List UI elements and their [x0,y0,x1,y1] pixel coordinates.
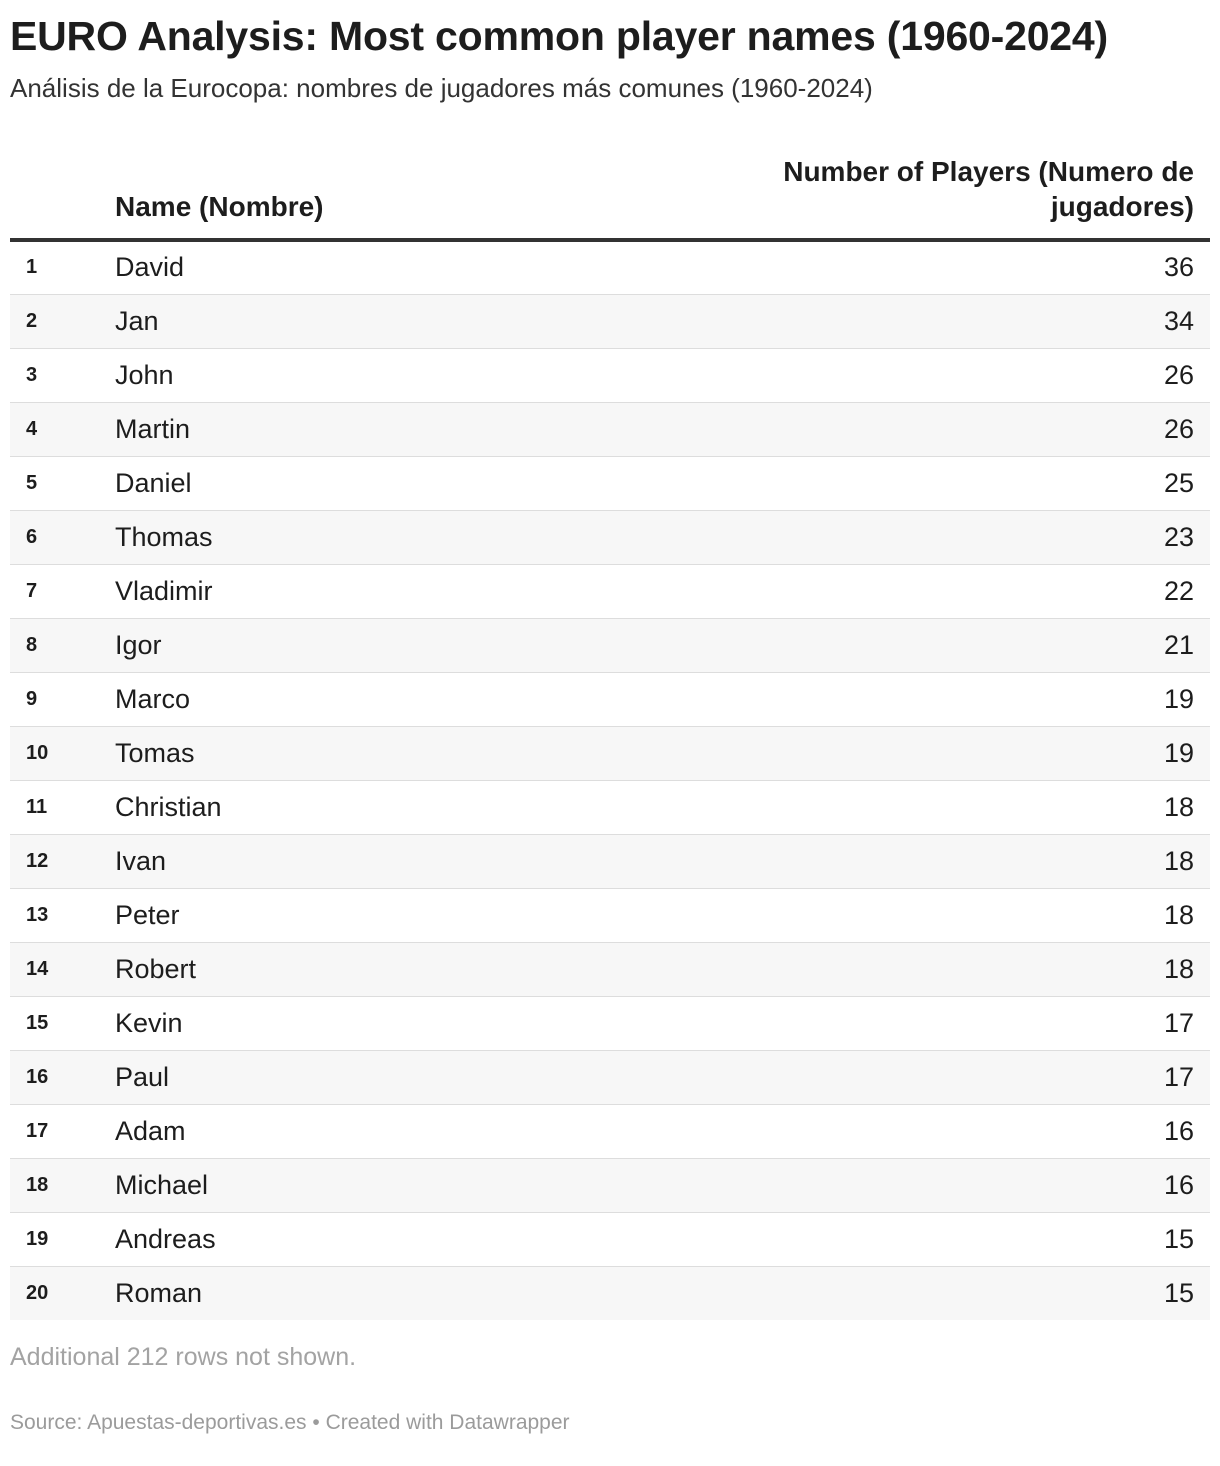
rank-cell: 16 [10,1050,115,1104]
name-cell: Roman [115,1277,203,1308]
name-cell: Michael [115,1158,724,1212]
table-notes: Additional 212 rows not shown. [10,1343,357,1371]
count-cell: 18 [724,888,1210,942]
table-row [10,510,1210,564]
count-cell: 25 [724,456,1210,510]
count-cell: 18 [724,780,1210,834]
name-cell: Tomas [115,726,724,780]
name-cell: Daniel [115,456,724,510]
rank-cell: 15 [10,996,115,1050]
rank-cell: 2 [10,294,115,348]
rank-cell: 6 [10,510,115,564]
credit-link[interactable]: Created with Datawrapper [325,1411,570,1434]
name-cell: Marco [115,672,724,726]
header-row [10,154,1210,240]
count-cell: 21 [724,618,1210,672]
table-row [10,1104,1210,1158]
rank-cell: 20 [26,1281,49,1304]
name-cell: John [115,348,724,402]
name-cell: Ivan [115,834,724,888]
name-cell: Igor [115,618,724,672]
table-row [10,780,1210,834]
table-row [10,564,1210,618]
name-cell: Andreas [115,1212,724,1266]
count-cell: 26 [724,348,1210,402]
count-cell: 19 [724,672,1210,726]
count-cell: 34 [724,294,1210,348]
table-row [10,1266,1210,1320]
name-cell: Paul [115,1050,724,1104]
rank-cell: 10 [10,726,115,780]
chart-container [10,0,1210,1436]
table-body [10,240,1210,1320]
count-cell: 17 [724,996,1210,1050]
rank-cell: 5 [10,456,115,510]
count-cell: 36 [724,240,1210,294]
rank-cell: 7 [10,564,115,618]
name-cell: Christian [115,780,724,834]
count-cell: 23 [724,510,1210,564]
rank-cell: 19 [10,1212,115,1266]
count-cell: 16 [724,1104,1210,1158]
count-cell: 15 [724,1212,1210,1266]
name-cell: Adam [115,1104,724,1158]
name-cell: Martin [115,402,724,456]
name-cell: Robert [115,942,724,996]
chart-subtitle: Análisis de la Eurocopa: nombres de jugadores más comunes (1960-2024) [10,73,873,103]
rank-cell: 3 [10,348,115,402]
name-cell: David [115,240,724,294]
rank-cell: 9 [10,672,115,726]
count-cell: 18 [724,834,1210,888]
name-cell: Vladimir [115,564,724,618]
table-header [10,154,1210,240]
chart-footer [10,1410,1210,1436]
count-cell: 26 [724,402,1210,456]
rank-cell: 17 [10,1104,115,1158]
count-cell: 18 [724,942,1210,996]
chart-title: EURO Analysis: Most common player names (1960-2024) [10,13,1108,59]
name-cell: Kevin [115,996,724,1050]
rank-cell: 4 [10,402,115,456]
name-cell: Jan [115,294,724,348]
table-row [10,672,1210,726]
table-row [10,726,1210,780]
table-row [10,294,1210,348]
rank-cell: 11 [10,780,115,834]
name-cell: Peter [115,888,724,942]
rank-cell: 8 [10,618,115,672]
rank-cell: 13 [10,888,115,942]
table-row [10,888,1210,942]
count-cell: 19 [724,726,1210,780]
count-cell: 16 [724,1158,1210,1212]
table-row [10,456,1210,510]
table-row [10,1050,1210,1104]
table-row [10,1158,1210,1212]
table-row [10,996,1210,1050]
table-row [10,834,1210,888]
header-name: Name (Nombre) [115,154,724,240]
table-row [10,402,1210,456]
rank-cell: 18 [10,1158,115,1212]
rank-cell: 12 [10,834,115,888]
table-row [10,618,1210,672]
table-row [10,942,1210,996]
count-cell: 17 [724,1050,1210,1104]
name-cell: Thomas [115,510,724,564]
table-row [10,348,1210,402]
header-count: Number of Players (Numero de jugadores) [724,154,1210,240]
count-cell: 22 [724,564,1210,618]
count-cell: 15 [1163,1277,1194,1308]
header-rank [10,154,115,240]
rank-cell: 14 [10,942,115,996]
rank-cell: 1 [10,240,115,294]
table-row [10,240,1210,294]
source-name: Apuestas-deportivas.es [87,1411,307,1434]
table-row [10,1212,1210,1266]
source-label: Source: [10,1411,83,1434]
footer-separator: • [312,1411,320,1434]
names-table [10,154,1210,1320]
